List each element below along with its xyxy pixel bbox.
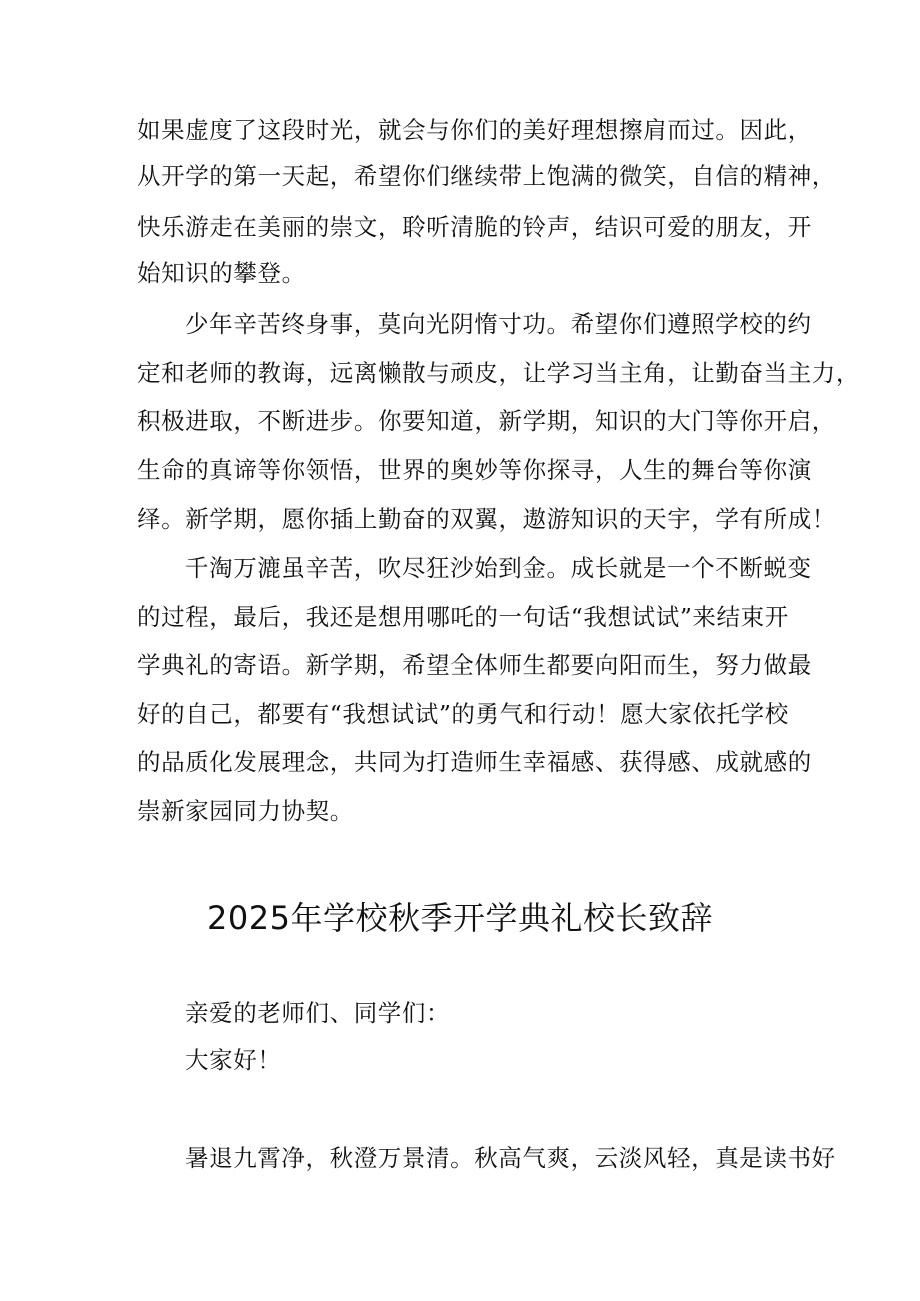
document-title: 2025年学校秋季开学典礼校长致辞	[207, 899, 713, 937]
paragraph-line: 的过程，最后，我还是想用哪吒的一句话“我想试试”来结束开	[137, 603, 789, 631]
paragraph-line: 积极进取，不断进步。你要知道，新学期，知识的大门等你开启，	[137, 407, 836, 435]
paragraph-line: 好的自己，都要有“我想试试”的勇气和行动！愿大家依托学校	[137, 700, 789, 728]
salutation: 亲爱的老师们、同学们：	[185, 999, 451, 1027]
greeting: 大家好！	[185, 1046, 282, 1074]
paragraph-line: 的品质化发展理念，共同为打造师生幸福感、获得感、成就感的	[137, 748, 812, 776]
paragraph-line: 少年辛苦终身事，莫向光阴惰寸功。希望你们遵照学校的约	[185, 310, 812, 338]
paragraph-line: 学典礼的寄语。新学期，希望全体师生都要向阳而生，努力做最	[137, 651, 812, 679]
paragraph-line: 快乐游走在美丽的崇文，聆听清脆的铃声，结识可爱的朋友，开	[137, 213, 812, 241]
paragraph-line: 崇新家园同力协契。	[137, 797, 354, 825]
paragraph-line: 始知识的攀登。	[137, 259, 306, 287]
paragraph-line: 从开学的第一天起，希望你们继续带上饱满的微笑，自信的精神，	[137, 162, 836, 190]
paragraph-line: 绎。新学期，愿你插上勤奋的双翼，遨游知识的天宇，学有所成！	[137, 505, 836, 533]
paragraph-line: 千淘万漉虽辛苦，吹尽狂沙始到金。成长就是一个不断蜕变	[185, 554, 812, 582]
paragraph-line: 暑退九霄净，秋澄万景清。秋高气爽，云淡风轻，真是读书好	[185, 1144, 836, 1172]
paragraph-line: 生命的真谛等你领悟，世界的奥妙等你探寻，人生的舞台等你演	[137, 456, 812, 484]
paragraph-line: 定和老师的教诲，远离懒散与顽皮，让学习当主角，让勤奋当主力，	[137, 359, 860, 387]
paragraph-line: 如果虚度了这段时光，就会与你们的美好理想擦肩而过。因此，	[137, 116, 812, 144]
